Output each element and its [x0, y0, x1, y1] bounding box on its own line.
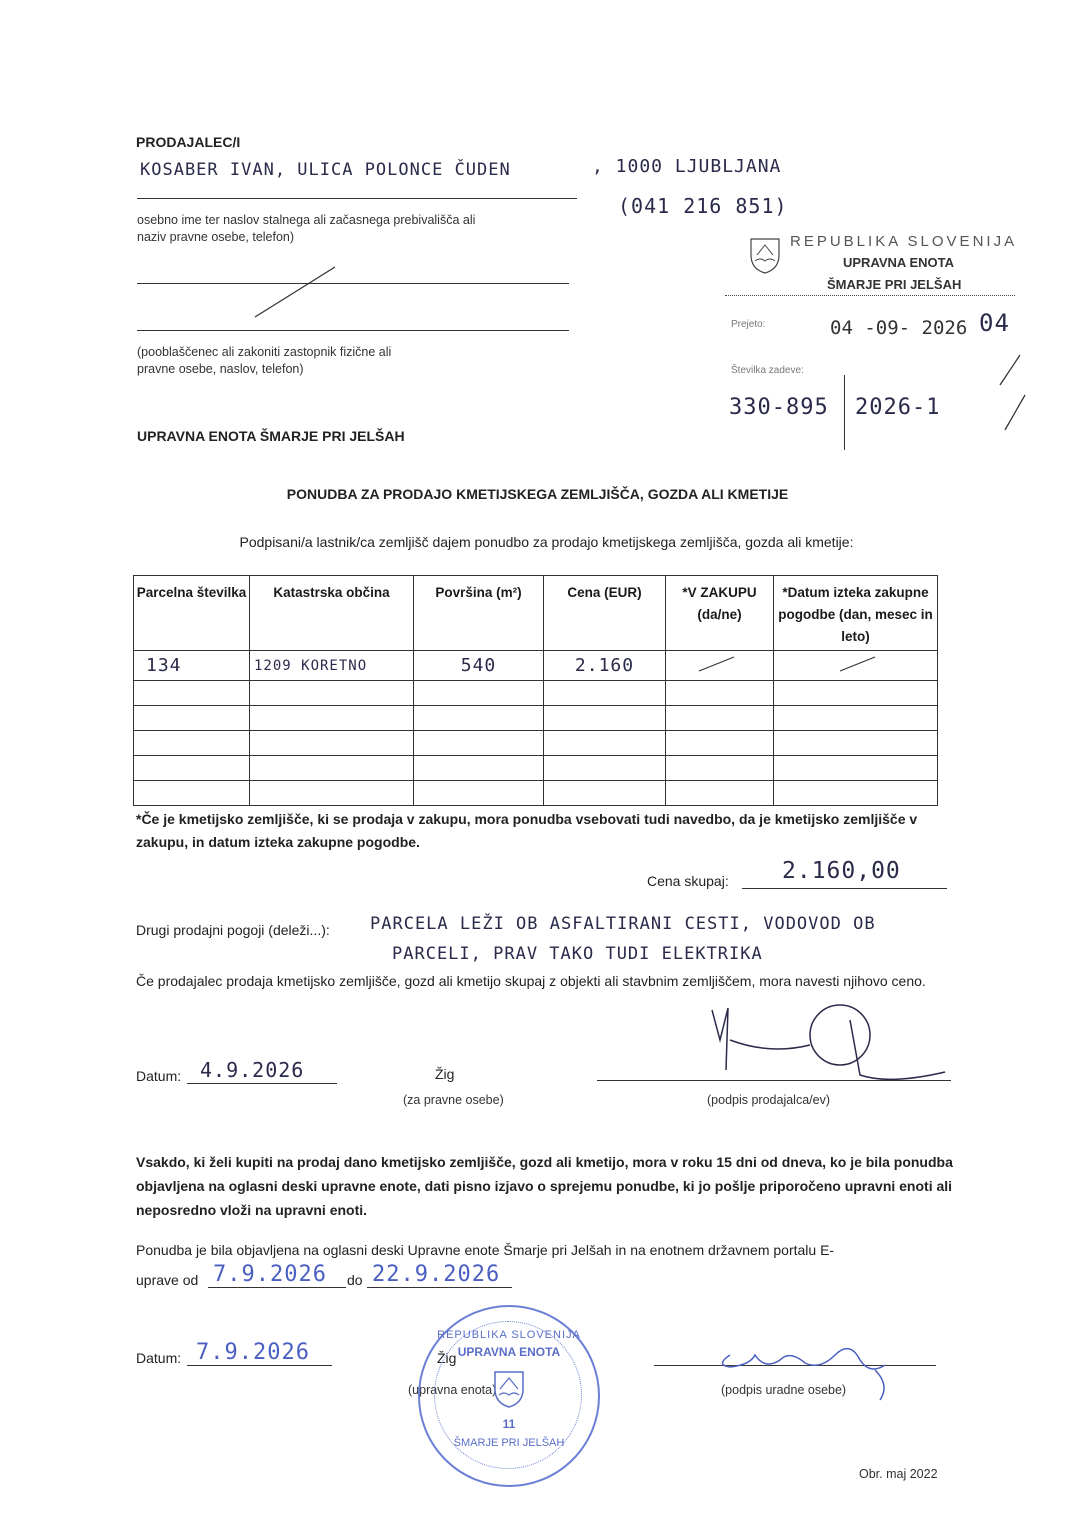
- agent-line-1: [137, 283, 569, 284]
- received-date: 04 -09- 2026: [830, 317, 968, 339]
- intro-text: Podpisani/a lastnik/ca zemljišč dajem ponudbo za prodajo kmetijskega zemljišča, gozda ali kmetije:: [239, 534, 854, 550]
- agent-strike: [250, 262, 340, 322]
- case-number: 330-895: [729, 395, 829, 420]
- cell-cadastral: 1209 KORETNO: [250, 651, 414, 681]
- cell-area: 540: [414, 651, 544, 681]
- office-date-value: 7.9.2026: [196, 1340, 310, 1365]
- seal-num: 11: [502, 1417, 516, 1431]
- authority-name: UPRAVNA ENOTA ŠMARJE PRI JELŠAH: [137, 428, 405, 444]
- col-parcel: Parcelna številka: [134, 576, 250, 651]
- objects-note: Če prodajalec prodaja kmetijsko zemljišče, gozd ali kmetijo skupaj z objekti ali stavbnim zemljiščem, mora navesti njihovo ceno.: [136, 973, 926, 989]
- agent-caption-1: (pooblaščenec ali zakoniti zastopnik fizične ali: [137, 345, 392, 359]
- table-row: [134, 756, 938, 781]
- seller-caption-2: naziv pravne osebe, telefon): [137, 230, 295, 244]
- stamp-line-3: ŠMARJE PRI JELŠAH: [827, 277, 962, 292]
- form-version: Obr. maj 2022: [859, 1467, 938, 1481]
- publication-from-value: 7.9.2026: [213, 1262, 327, 1287]
- stamp-line-1: REPUBLIKA SLOVENIJA: [790, 233, 1018, 250]
- seal-mid: UPRAVNA ENOTA: [457, 1345, 561, 1359]
- other-terms-line-1: PARCELA LEŽI OB ASFALTIRANI CESTI, VODOVOD OB: [370, 914, 876, 934]
- seller-city-handwritten: , 1000 LJUBLJANA: [592, 156, 782, 177]
- total-label: Cena skupaj:: [647, 873, 729, 889]
- seal-coat-of-arms-icon: [492, 1369, 526, 1409]
- buyer-notice: Vsakdo, ki želi kupiti na prodaj dano kmetijsko zemljišče, gozd ali kmetijo, mora v roku 15 dni od dneva, ko je bila ponudba objavljena na oglasni deski upravne enote, dati pisno izjavo o sprejemu ponudbe, ki jo pošlje priporočeno upravni enoti ali neposredno vloži na upravni enoti.: [136, 1154, 953, 1218]
- col-lease: *V ZAKUPU (da/ne): [666, 576, 774, 651]
- table-row: [134, 781, 938, 806]
- seller-line: [137, 198, 577, 199]
- seller-sign-caption: (podpis prodajalca/ev): [707, 1093, 830, 1107]
- office-sign-caption: (podpis uradne osebe): [721, 1383, 847, 1397]
- seller-heading: PRODAJALEC/I: [136, 134, 241, 150]
- col-area: Površina (m²): [414, 576, 544, 651]
- col-price: Cena (EUR): [544, 576, 666, 651]
- case-year: 2026-1: [855, 395, 941, 420]
- seller-stamp-caption: (za pravne osebe): [403, 1093, 504, 1107]
- seller-date-label: Datum:: [136, 1068, 182, 1084]
- receipt-stamp: [725, 233, 1035, 455]
- received-label: Prejeto:: [731, 319, 766, 330]
- seal-top: REPUBLIKA SLOVENIJA: [437, 1329, 581, 1341]
- agent-line-2: [137, 330, 569, 331]
- seller-caption-1: osebno ime ter naslov stalnega ali začasnega prebivališča ali: [137, 213, 476, 227]
- table-row: [134, 706, 938, 731]
- seller-date-value: 4.9.2026: [200, 1058, 305, 1082]
- office-stamp-label: Žig: [437, 1350, 457, 1366]
- col-cadastral: Katastrska občina: [250, 576, 414, 651]
- stamp-line-2: UPRAVNA ENOTA: [843, 255, 954, 270]
- cell-parcel: 134: [134, 651, 250, 681]
- received-suffix: 04: [979, 309, 1010, 337]
- table-header-row: [134, 576, 938, 651]
- seller-name-handwritten: KOSABER IVAN, ULICA POLONCE ČUDEN: [140, 160, 511, 180]
- table-row: [134, 651, 938, 681]
- office-stamp-caption: (upravna enota): [408, 1383, 497, 1397]
- agent-caption-2: pravne osebe, naslov, telefon): [137, 362, 304, 376]
- publication-from-label: uprave od: [136, 1272, 199, 1288]
- table-row: [134, 681, 938, 706]
- table-row: [134, 731, 938, 756]
- col-lease-end: *Datum izteka zakupne pogodbe (dan, mesec in leto): [774, 576, 938, 651]
- footnote: *Če je kmetijsko zemljišče, ki se prodaja v zakupu, mora ponudba vsebovati tudi navedbo, da je kmetijsko zemljišče v zakupu, in datum izteka zakupne pogodbe.: [136, 811, 918, 850]
- seal-bottom: ŠMARJE PRI JELŠAH: [453, 1437, 565, 1449]
- page-title: PONUDBA ZA PRODAJO KMETIJSKEGA ZEMLJIŠČA, GOZDA ALI KMETIJE: [286, 486, 789, 502]
- publication-to-value: 22.9.2026: [372, 1262, 501, 1287]
- seller-signature: [690, 1000, 960, 1095]
- cell-lease: [666, 651, 774, 681]
- cell-price: 2.160: [544, 651, 666, 681]
- publication-to-label: do: [347, 1272, 363, 1288]
- office-round-seal: [418, 1305, 600, 1487]
- total-value: 2.160,00: [782, 858, 901, 884]
- coat-of-arms-icon: [747, 235, 783, 275]
- offer-table: [133, 575, 938, 806]
- cell-lease-end: [774, 651, 938, 681]
- other-terms-line-2: PARCELI, PRAV TAKO TUDI ELEKTRIKA: [392, 944, 763, 964]
- seller-stamp-label: Žig: [435, 1066, 455, 1082]
- other-terms-label: Drugi prodajni pogoji (deleži...):: [136, 922, 330, 938]
- seller-phone-handwritten: (041 216 851): [618, 194, 788, 218]
- publication-text: Ponudba je bila objavljena na oglasni deski Upravne enote Šmarje pri Jelšah in na enotnem državnem portalu E-: [136, 1242, 835, 1258]
- case-label: Številka zadeve:: [731, 365, 804, 376]
- office-date-label: Datum:: [136, 1350, 182, 1366]
